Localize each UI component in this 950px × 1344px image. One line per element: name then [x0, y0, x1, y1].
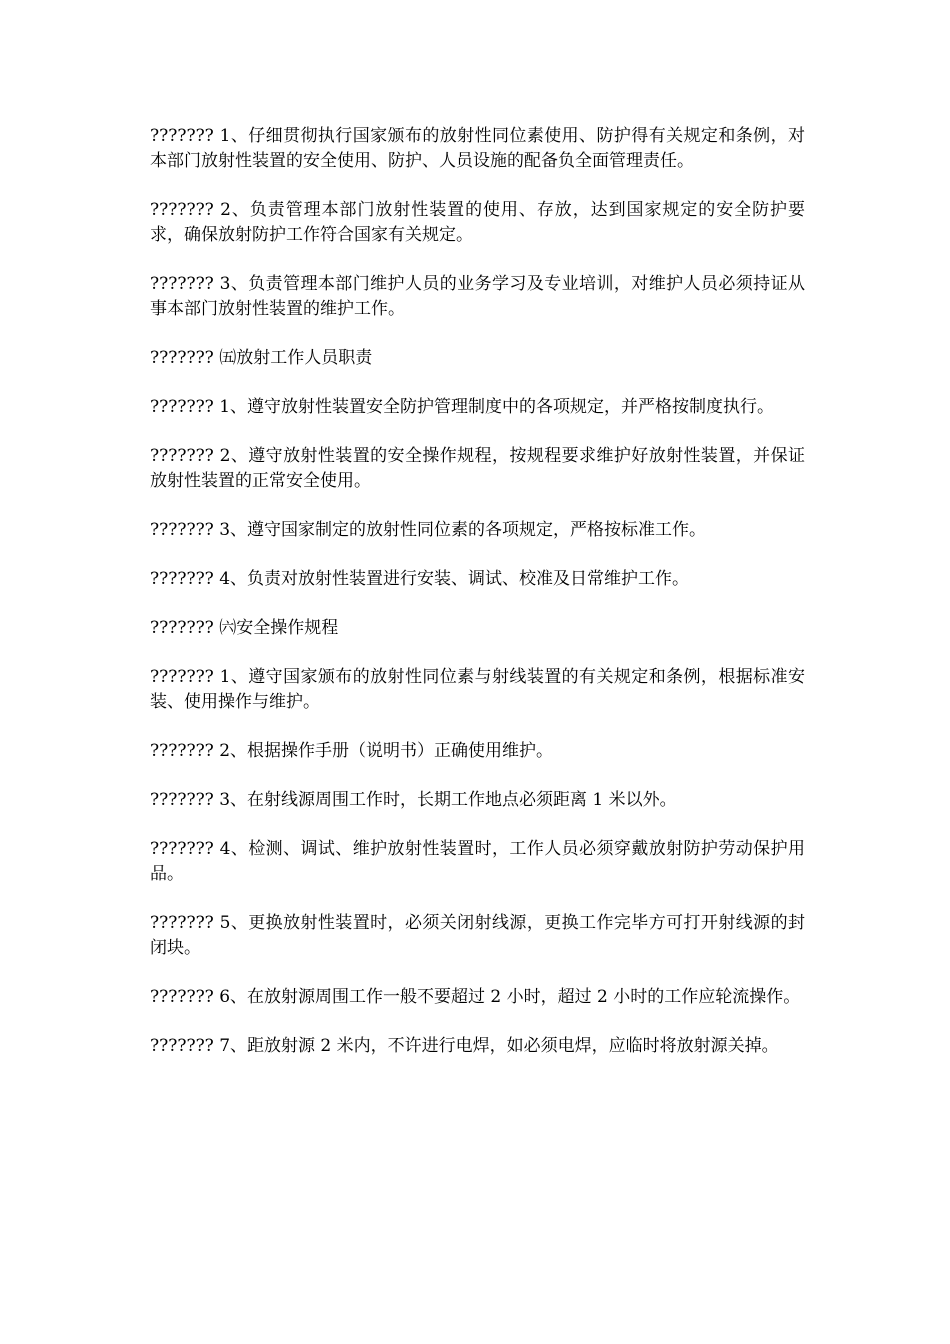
paragraph-rule-4: ??????? 4、检测、调试、维护放射性装置时，工作人员必须穿戴放射防护劳动保护用品。 — [150, 839, 805, 884]
paragraph-duty-2: ??????? 2、负责管理本部门放射性装置的使用、存放，达到国家规定的安全防护要求，确保放射防护工作符合国家有关规定。 — [150, 200, 805, 245]
paragraph-rule-1: ??????? 1、遵守国家颁布的放射性同位素与射线装置的有关规定和条例，根据标准安装、使用操作与维护。 — [150, 667, 805, 712]
paragraph-rule-5: ??????? 5、更换放射性装置时，必须关闭射线源，更换工作完毕方可打开射线源的封闭块。 — [150, 913, 805, 958]
paragraph-rule-6: ??????? 6、在放射源周围工作一般不要超过 2 小时，超过 2 小时的工作应轮流操作。 — [150, 987, 801, 1007]
paragraph-duty-3: ??????? 3、负责管理本部门维护人员的业务学习及专业培训，对维护人员必须持证从事本部门放射性装置的维护工作。 — [150, 274, 805, 319]
paragraph-duty-1: ??????? 1、仔细贯彻执行国家颁布的放射性同位素使用、防护得有关规定和条例，对本部门放射性装置的安全使用、防护、人员设施的配备负全面管理责任。 — [150, 126, 805, 171]
document-body — [150, 124, 805, 1083]
section-heading-safety-rules: ??????? ㈥安全操作规程 — [150, 618, 339, 638]
section-heading-staff-duties: ??????? ㈤放射工作人员职责 — [150, 348, 373, 368]
paragraph-staff-4: ??????? 4、负责对放射性装置进行安装、调试、校准及日常维护工作。 — [150, 569, 690, 589]
paragraph-rule-7: ??????? 7、距放射源 2 米内，不许进行电焊，如必须电焊，应临时将放射源关掉。 — [150, 1036, 779, 1056]
paragraph-staff-1: ??????? 1、遵守放射性装置安全防护管理制度中的各项规定，并严格按制度执行。 — [150, 397, 775, 417]
paragraph-rule-3: ??????? 3、在射线源周围工作时，长期工作地点必须距离 1 米以外。 — [150, 790, 677, 810]
paragraph-rule-2: ??????? 2、根据操作手册（说明书）正确使用维护。 — [150, 741, 554, 761]
paragraph-staff-3: ??????? 3、遵守国家制定的放射性同位素的各项规定，严格按标准工作。 — [150, 520, 707, 540]
paragraph-staff-2: ??????? 2、遵守放射性装置的安全操作规程，按规程要求维护好放射性装置，并保证放射性装置的正常安全使用。 — [150, 446, 805, 491]
